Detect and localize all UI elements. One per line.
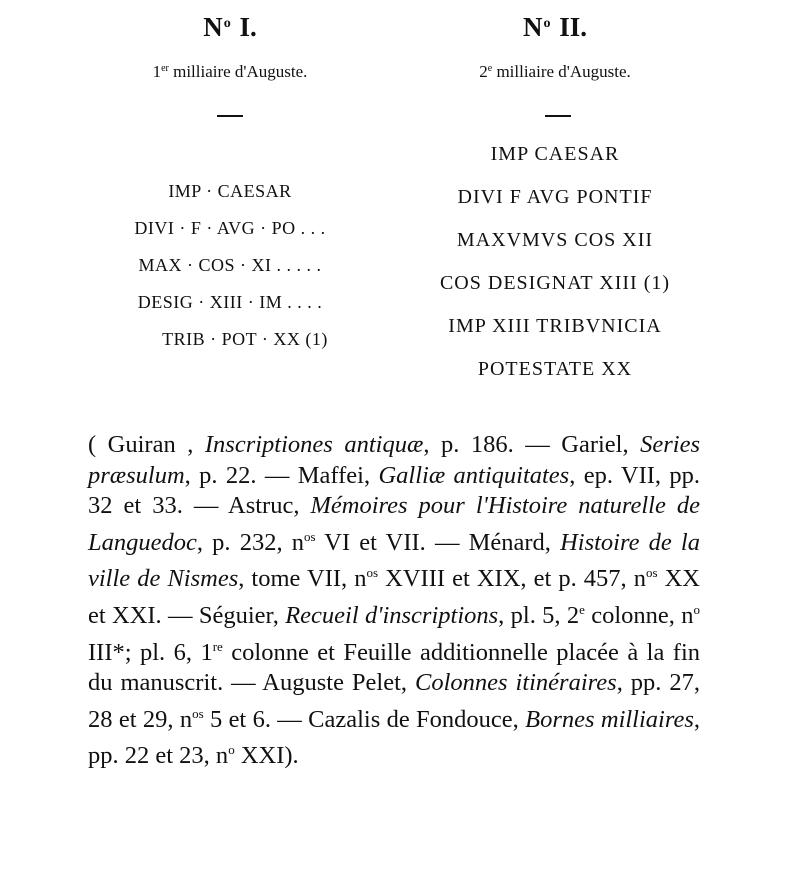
number-roman: II. <box>559 12 587 42</box>
title-italic: Mémoires pour l'Histoire naturelle de Languedoc <box>88 492 700 556</box>
superscript: os <box>303 528 316 544</box>
subtitle-text: milliaire d'Auguste. <box>168 62 308 81</box>
inscription-line: MAXVMVS COS XII <box>456 229 654 251</box>
milestone-2-number <box>405 12 705 43</box>
title-italic: Colonnes itinéraires <box>414 669 617 697</box>
text: , p. 22. — Maffei, <box>184 461 379 489</box>
inscription-line: MAX · COS · XI . . . . . <box>138 255 322 275</box>
text: , p. 186. — Gariel, <box>423 431 641 458</box>
text: XVIII et XIX, et p. 457, n <box>378 565 646 593</box>
inscription-line: IMP XIII TRIBVNICIA <box>448 315 662 337</box>
superscript: os <box>366 565 379 581</box>
superscript: o <box>693 601 700 617</box>
text: , pp. 27, 28 et 29, n <box>88 669 700 733</box>
superscript: re <box>212 638 223 654</box>
inscription-line: IMP · CAESAR <box>168 181 292 201</box>
text: , pl. 5, 2 <box>498 601 580 629</box>
superscript: o <box>228 742 235 758</box>
text: colonne et Feuille additionnelle placée à la fin du manuscrit. — Auguste Pelet, <box>88 638 701 697</box>
title-italic: Histoire de la ville de Nismes <box>88 528 700 593</box>
text: colonne, n <box>584 601 694 629</box>
inscription-line: DESIG · XIII · IM . . . . <box>137 292 323 312</box>
text: , pp. 22 et 23, n <box>88 705 701 770</box>
milestone-2-subtitle <box>405 62 705 82</box>
number-sup: o <box>223 16 231 31</box>
separator-dash <box>217 115 243 117</box>
text: XXI). <box>234 742 299 770</box>
inscription-line: COS DESIGNAT XIII (1) <box>439 272 671 294</box>
title-italic: Recueil d'inscriptions <box>285 601 499 629</box>
text: III*; pl. 6, 1 <box>88 638 213 666</box>
subtitle-text: milliaire d'Auguste. <box>492 62 631 81</box>
number-prefix: N <box>522 12 543 42</box>
inscription-line: DIVI · F · AVG · PO . . . <box>134 218 326 238</box>
text: ( Guiran , <box>88 431 205 458</box>
text: VI et VII. — Ménard, <box>315 528 561 556</box>
title-italic: Bornes milliaires <box>525 705 694 733</box>
title-italic: Galliæ antiquitates <box>378 461 570 489</box>
inscription-line: DIVI F AVG PONTIF <box>457 186 653 208</box>
text: 5 et 6. — Cazalis de Fondouce, <box>203 705 526 733</box>
subtitle-ordinal-sup: er <box>161 63 169 74</box>
text: XX et XXI. — Séguier, <box>88 565 701 629</box>
number-sup: o <box>543 16 551 31</box>
text: , tome VII, n <box>238 565 367 593</box>
subtitle-ordinal-sup: e <box>487 63 493 74</box>
milestone-1-subtitle <box>60 62 400 82</box>
milestone-1-number <box>60 12 400 43</box>
number-roman: I. <box>239 12 257 42</box>
title-italic: Series præsulum <box>88 431 701 489</box>
inscription-line: TRIB · POT · XX (1) <box>162 329 328 349</box>
subtitle-ordinal: 1 <box>152 62 162 81</box>
superscript: os <box>645 565 658 581</box>
text: , ep. VII, pp. 32 et 33. — Astruc, <box>88 461 700 520</box>
inscription-line: IMP CAESAR <box>490 143 620 165</box>
superscript: os <box>192 705 204 721</box>
separator-dash <box>545 115 571 117</box>
references-paragraph <box>88 430 700 772</box>
subtitle-ordinal: 2 <box>479 62 488 81</box>
inscription-line: POTESTATE XX <box>477 358 633 380</box>
superscript: e <box>579 601 585 617</box>
text: , p. 232, n <box>196 528 304 556</box>
title-italic: Inscriptiones antiquæ <box>204 431 424 458</box>
number-prefix: N <box>203 12 223 42</box>
